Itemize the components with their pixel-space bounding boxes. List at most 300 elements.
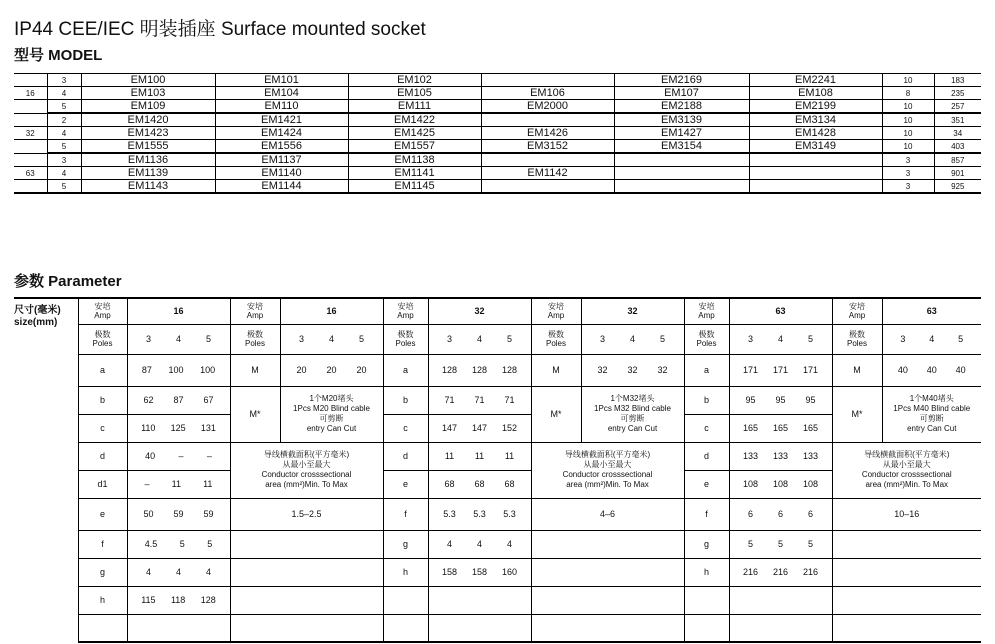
amp-value: 32 xyxy=(581,298,684,324)
value: 100 xyxy=(200,365,216,375)
value: 68 xyxy=(504,479,515,489)
m-label: M xyxy=(832,354,882,386)
dimension-key: a xyxy=(684,354,729,386)
value: 4 xyxy=(175,334,181,344)
value: – xyxy=(178,451,184,461)
blank-cell xyxy=(230,614,383,642)
dimension-key: c xyxy=(684,414,729,442)
model-code: EM106 xyxy=(481,87,614,100)
value: 6 xyxy=(747,509,753,519)
model-code: EM101 xyxy=(215,74,348,87)
amp-value: 32 xyxy=(428,298,531,324)
poles-header: 极数 Poles xyxy=(383,324,428,354)
conductor-note: 导线横截面积(平方毫米) 从最小至最大 Conductor crosssectional area (mm²)Min. To Max xyxy=(531,442,684,498)
poles-header: 极数 Poles xyxy=(832,324,882,354)
value: 171 xyxy=(802,365,819,375)
dimension-values xyxy=(428,414,531,442)
dimension-values xyxy=(127,414,230,442)
dimension-values xyxy=(127,470,230,498)
model-code xyxy=(749,167,882,180)
value: 125 xyxy=(170,423,186,433)
value: 5 xyxy=(747,539,753,549)
model-code: EM103 xyxy=(81,87,215,100)
poles-header: 极数 Poles xyxy=(531,324,581,354)
dimension-values xyxy=(127,386,230,414)
value: 147 xyxy=(471,423,488,433)
m-values xyxy=(882,354,981,386)
model-code: EM3152 xyxy=(481,140,614,154)
dimension-key: d1 xyxy=(78,470,127,498)
dimension-values xyxy=(428,530,531,558)
model-code: EM1425 xyxy=(348,127,481,140)
blank-cell xyxy=(230,586,383,614)
value: 11 xyxy=(474,451,485,461)
box-qty-cell: 10 xyxy=(882,140,934,154)
value: 5 xyxy=(205,334,211,344)
value: 110 xyxy=(141,423,156,433)
poles-values xyxy=(729,324,832,354)
value: 5.3 xyxy=(443,509,456,519)
value: 6 xyxy=(807,509,813,519)
model-code: EM1421 xyxy=(215,113,348,127)
model-code: EM1555 xyxy=(81,140,215,154)
model-row xyxy=(14,74,981,87)
box-qty-cell: 3 xyxy=(882,180,934,194)
value: 59 xyxy=(203,509,214,519)
blind-cable-note: 1个M20堵头 1Pcs M20 Blind cable 可剪断 entry Can Cut xyxy=(280,386,383,442)
value: 67 xyxy=(203,395,214,405)
model-code: EM3154 xyxy=(614,140,749,154)
dimension-key: b xyxy=(684,386,729,414)
blank-cell xyxy=(531,614,684,642)
value: 71 xyxy=(474,395,485,405)
model-code: EM109 xyxy=(81,100,215,114)
value: 71 xyxy=(504,395,515,405)
dimension-values xyxy=(428,354,531,386)
param-row xyxy=(14,558,981,586)
dimension-key: e xyxy=(383,470,428,498)
model-code: EM1140 xyxy=(215,167,348,180)
model-code: EM2241 xyxy=(749,74,882,87)
amp-cell: 32 xyxy=(14,127,47,140)
dimension-values xyxy=(127,586,230,614)
value: 5.3 xyxy=(503,509,516,519)
amp-value: 63 xyxy=(882,298,981,324)
blank-cell xyxy=(832,558,981,586)
dimension-key: a xyxy=(78,354,127,386)
blank-cell xyxy=(684,586,729,614)
price-cell: 257 xyxy=(934,100,981,114)
dimension-key: e xyxy=(78,498,127,530)
conductor-note: 导线横截面积(平方毫米) 从最小至最大 Conductor crosssectional area (mm²)Min. To Max xyxy=(230,442,383,498)
value: 4 xyxy=(328,334,334,344)
model-row xyxy=(14,87,981,100)
value: 4 xyxy=(629,334,635,344)
amp-value: 16 xyxy=(127,298,230,324)
value: 216 xyxy=(742,567,759,577)
blank-cell xyxy=(383,614,428,642)
param-row xyxy=(14,324,981,354)
param-row xyxy=(14,386,981,414)
amp-header: 安培 Amp xyxy=(684,298,729,324)
value: 32 xyxy=(657,365,668,375)
dimension-key: h xyxy=(78,586,127,614)
model-row xyxy=(14,127,981,140)
value: 5 xyxy=(777,539,783,549)
dimension-values xyxy=(127,498,230,530)
value: 32 xyxy=(597,365,608,375)
model-code: EM2188 xyxy=(614,100,749,114)
value: 160 xyxy=(501,567,518,577)
value: 108 xyxy=(772,479,789,489)
model-row xyxy=(14,140,981,154)
value: 11 xyxy=(504,451,515,461)
blank-cell xyxy=(127,614,230,642)
poles-header: 极数 Poles xyxy=(78,324,127,354)
model-code: EM110 xyxy=(215,100,348,114)
poles-cell: 4 xyxy=(47,167,81,180)
poles-values xyxy=(581,324,684,354)
model-row xyxy=(14,113,981,127)
dimension-values xyxy=(729,386,832,414)
dimension-values xyxy=(729,414,832,442)
value: 158 xyxy=(441,567,458,577)
value: 4 xyxy=(929,334,935,344)
param-row xyxy=(14,354,981,386)
dimension-values xyxy=(729,354,832,386)
blank-cell xyxy=(428,614,531,642)
value: 11 xyxy=(171,479,181,489)
model-code: EM104 xyxy=(215,87,348,100)
value: 4 xyxy=(777,334,783,344)
dimension-key: g xyxy=(383,530,428,558)
model-code xyxy=(614,167,749,180)
value: 20 xyxy=(326,365,337,375)
model-code: EM1423 xyxy=(81,127,215,140)
value: 5 xyxy=(659,334,665,344)
value: 5.3 xyxy=(473,509,486,519)
model-code: EM1137 xyxy=(215,153,348,167)
value: 11 xyxy=(203,479,213,489)
param-row xyxy=(14,298,981,324)
model-code: EM111 xyxy=(348,100,481,114)
poles-cell: 3 xyxy=(47,74,81,87)
value: 4 xyxy=(145,567,151,577)
value: 165 xyxy=(742,423,759,433)
value: 5 xyxy=(807,539,813,549)
box-qty-cell: 10 xyxy=(882,127,934,140)
dimension-key: f xyxy=(684,498,729,530)
poles-cell: 5 xyxy=(47,100,81,114)
dimension-values xyxy=(729,558,832,586)
param-table xyxy=(14,297,981,643)
param-row xyxy=(14,442,981,470)
value: 5 xyxy=(807,334,813,344)
model-heading: 型号 MODEL xyxy=(14,47,103,64)
value: 108 xyxy=(742,479,759,489)
value: 216 xyxy=(772,567,789,577)
model-code: EM1426 xyxy=(481,127,614,140)
value: 4 xyxy=(476,334,482,344)
price-cell: 235 xyxy=(934,87,981,100)
value: 171 xyxy=(772,365,789,375)
dimension-key: a xyxy=(383,354,428,386)
price-cell: 857 xyxy=(934,153,981,167)
dimension-key: c xyxy=(383,414,428,442)
model-code: EM1428 xyxy=(749,127,882,140)
value: 5 xyxy=(358,334,364,344)
blank-cell xyxy=(531,586,684,614)
blank-cell xyxy=(428,586,531,614)
dimension-key: f xyxy=(78,530,127,558)
price-cell: 351 xyxy=(934,113,981,127)
value: 4 xyxy=(446,539,452,549)
model-code: EM3134 xyxy=(749,113,882,127)
amp-header: 安培 Amp xyxy=(230,298,280,324)
value: 133 xyxy=(802,451,819,461)
value: 4 xyxy=(175,567,181,577)
model-code: EM102 xyxy=(348,74,481,87)
amp-cell xyxy=(14,74,47,87)
amp-cell xyxy=(14,140,47,154)
value: 3 xyxy=(900,334,906,344)
value: 95 xyxy=(745,395,756,405)
model-code: EM1424 xyxy=(215,127,348,140)
value: 71 xyxy=(444,395,455,405)
dimension-values xyxy=(127,558,230,586)
value: 128 xyxy=(471,365,488,375)
blank-cell xyxy=(729,614,832,642)
value: 62 xyxy=(143,395,154,405)
poles-values xyxy=(882,324,981,354)
value: 40 xyxy=(926,365,937,375)
value: 158 xyxy=(471,567,488,577)
model-code xyxy=(481,74,614,87)
model-code: EM1136 xyxy=(81,153,215,167)
amp-header: 安培 Amp xyxy=(383,298,428,324)
value: 3 xyxy=(145,334,151,344)
dimension-values xyxy=(428,558,531,586)
model-code xyxy=(481,153,614,167)
value: 59 xyxy=(173,509,184,519)
poles-cell: 2 xyxy=(47,113,81,127)
blind-cable-note: 1个M40堵头 1Pcs M40 Blind cable 可剪断 entry Can Cut xyxy=(882,386,981,442)
value: 3 xyxy=(599,334,605,344)
value: 4 xyxy=(205,567,211,577)
value: 3 xyxy=(747,334,753,344)
mstar-label: M* xyxy=(230,386,280,442)
poles-cell: 3 xyxy=(47,153,81,167)
amp-cell xyxy=(14,113,47,127)
amp-header: 安培 Amp xyxy=(531,298,581,324)
value: 133 xyxy=(742,451,759,461)
model-code: EM1557 xyxy=(348,140,481,154)
value: 128 xyxy=(200,595,216,605)
price-cell: 34 xyxy=(934,127,981,140)
poles-header: 极数 Poles xyxy=(684,324,729,354)
param-row xyxy=(14,614,981,642)
dimension-key: c xyxy=(78,414,127,442)
value: 40 xyxy=(145,451,156,461)
value: 6 xyxy=(777,509,783,519)
dimension-values xyxy=(428,470,531,498)
value: 68 xyxy=(444,479,455,489)
value: 4 xyxy=(506,539,512,549)
blank-cell xyxy=(832,586,981,614)
dimension-values xyxy=(729,530,832,558)
value: 87 xyxy=(141,365,152,375)
model-code xyxy=(614,180,749,194)
value: 50 xyxy=(143,509,154,519)
value: 95 xyxy=(805,395,816,405)
model-code: EM1556 xyxy=(215,140,348,154)
model-row xyxy=(14,180,981,194)
blank-cell xyxy=(832,614,981,642)
price-cell: 403 xyxy=(934,140,981,154)
poles-values xyxy=(127,324,230,354)
value: 68 xyxy=(474,479,485,489)
value: 118 xyxy=(170,595,186,605)
param-heading: 参数 Parameter xyxy=(14,273,122,290)
value: 128 xyxy=(501,365,518,375)
model-code: EM1142 xyxy=(481,167,614,180)
model-code: EM1427 xyxy=(614,127,749,140)
amp-cell: 63 xyxy=(14,167,47,180)
value: 165 xyxy=(802,423,819,433)
model-code xyxy=(481,180,614,194)
blind-cable-note: 1个M32堵头 1Pcs M32 Blind cable 可剪断 entry Can Cut xyxy=(581,386,684,442)
param-row xyxy=(14,586,981,614)
dimension-key: b xyxy=(78,386,127,414)
model-code xyxy=(749,153,882,167)
param-row xyxy=(14,530,981,558)
blank-cell xyxy=(78,614,127,642)
m-label: M xyxy=(230,354,280,386)
mstar-label: M* xyxy=(832,386,882,442)
value: 165 xyxy=(772,423,789,433)
value: 95 xyxy=(775,395,786,405)
dimension-values xyxy=(729,442,832,470)
price-cell: 925 xyxy=(934,180,981,194)
m-label: M xyxy=(531,354,581,386)
dimension-values xyxy=(127,530,230,558)
model-code: EM1139 xyxy=(81,167,215,180)
model-row xyxy=(14,167,981,180)
dimension-key: h xyxy=(383,558,428,586)
poles-values xyxy=(280,324,383,354)
model-code: EM1143 xyxy=(81,180,215,194)
model-code: EM1145 xyxy=(348,180,481,194)
value: 40 xyxy=(955,365,966,375)
model-code: EM3149 xyxy=(749,140,882,154)
dimension-values xyxy=(127,442,230,470)
blank-cell xyxy=(531,530,684,558)
poles-header: 极数 Poles xyxy=(230,324,280,354)
dimension-values xyxy=(729,470,832,498)
blank-cell xyxy=(383,586,428,614)
value: 3 xyxy=(298,334,304,344)
value: 5 xyxy=(207,539,213,549)
poles-cell: 5 xyxy=(47,140,81,154)
dimension-key: d xyxy=(78,442,127,470)
model-table xyxy=(14,73,981,194)
model-row xyxy=(14,100,981,114)
value: – xyxy=(144,479,150,489)
dimension-key: e xyxy=(684,470,729,498)
value: 115 xyxy=(141,595,156,605)
amp-value: 63 xyxy=(729,298,832,324)
dimension-key: g xyxy=(78,558,127,586)
model-code: EM2169 xyxy=(614,74,749,87)
dimension-key: b xyxy=(383,386,428,414)
amp-header: 安培 Amp xyxy=(832,298,882,324)
value: 152 xyxy=(501,423,518,433)
box-qty-cell: 3 xyxy=(882,167,934,180)
dimension-key: d xyxy=(684,442,729,470)
model-code: EM100 xyxy=(81,74,215,87)
dimension-values xyxy=(428,442,531,470)
box-qty-cell: 3 xyxy=(882,153,934,167)
model-code xyxy=(749,180,882,194)
m-values xyxy=(581,354,684,386)
dimension-values xyxy=(428,498,531,530)
dimension-key: f xyxy=(383,498,428,530)
dimension-values xyxy=(428,386,531,414)
model-code: EM1422 xyxy=(348,113,481,127)
blank-cell xyxy=(230,558,383,586)
value: 40 xyxy=(897,365,908,375)
model-code: EM2000 xyxy=(481,100,614,114)
conductor-range: 1.5–2.5 xyxy=(230,498,383,530)
value: 20 xyxy=(356,365,367,375)
value: 5 xyxy=(958,334,964,344)
dimension-values xyxy=(127,354,230,386)
model-code: EM107 xyxy=(614,87,749,100)
amp-cell xyxy=(14,100,47,114)
size-label: 尺寸(毫米) size(mm) xyxy=(14,298,78,642)
value: 133 xyxy=(772,451,789,461)
conductor-range: 10–16 xyxy=(832,498,981,530)
amp-cell: 16 xyxy=(14,87,47,100)
value: 171 xyxy=(742,365,759,375)
value: 3 xyxy=(446,334,452,344)
model-code: EM1138 xyxy=(348,153,481,167)
value: – xyxy=(206,451,212,461)
model-code: EM108 xyxy=(749,87,882,100)
box-qty-cell: 8 xyxy=(882,87,934,100)
dimension-key: g xyxy=(684,530,729,558)
m-values xyxy=(280,354,383,386)
model-code: EM105 xyxy=(348,87,481,100)
dimension-key: d xyxy=(383,442,428,470)
price-cell: 901 xyxy=(934,167,981,180)
value: 147 xyxy=(441,423,458,433)
value: 11 xyxy=(444,451,455,461)
poles-values xyxy=(428,324,531,354)
conductor-note: 导线横截面积(平方毫米) 从最小至最大 Conductor crosssectional area (mm²)Min. To Max xyxy=(832,442,981,498)
value: 5 xyxy=(506,334,512,344)
model-code: EM2199 xyxy=(749,100,882,114)
value: 100 xyxy=(168,365,184,375)
conductor-range: 4–6 xyxy=(531,498,684,530)
blank-cell xyxy=(684,614,729,642)
model-code xyxy=(481,113,614,127)
amp-value: 16 xyxy=(280,298,383,324)
value: 4 xyxy=(476,539,482,549)
value: 32 xyxy=(627,365,638,375)
blank-cell xyxy=(729,586,832,614)
model-code: EM1420 xyxy=(81,113,215,127)
